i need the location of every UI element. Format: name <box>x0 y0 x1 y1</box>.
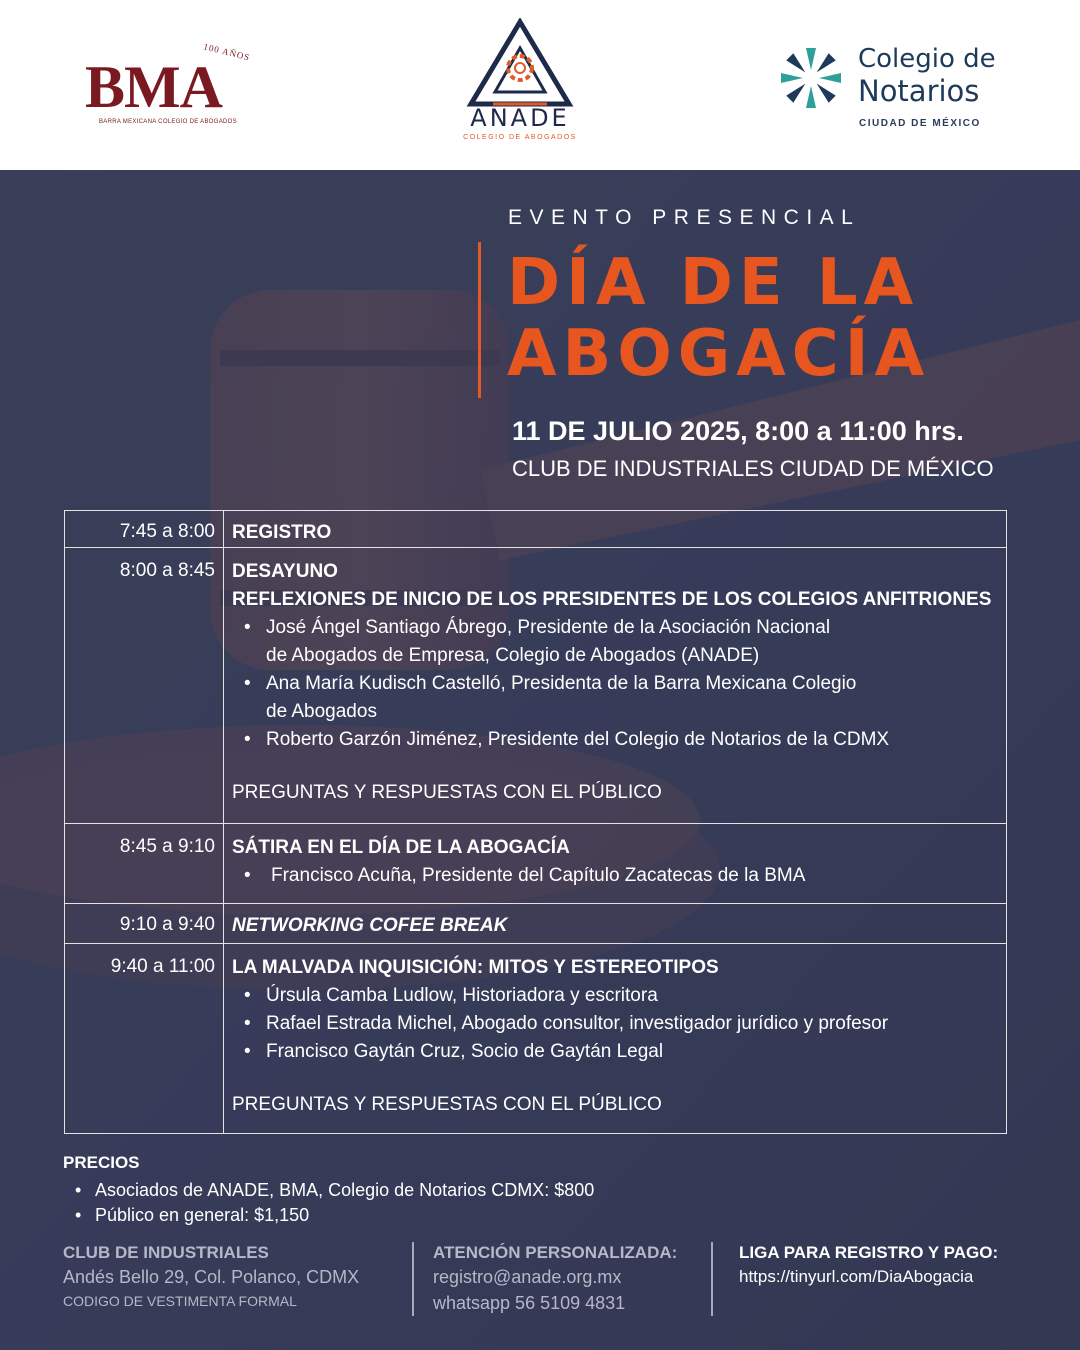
speaker-item <box>232 614 998 670</box>
dress-code: CODIGO DE VESTIMENTA FORMAL <box>63 1293 297 1309</box>
contact-whatsapp[interactable]: whatsapp 56 5109 4831 <box>433 1293 626 1313</box>
club-heading: CLUB DE INDUSTRIALES <box>63 1243 269 1262</box>
qa-note: PREGUNTAS Y RESPUESTAS CON EL PÚBLICO <box>232 782 662 803</box>
anade-triangle-icon <box>465 18 575 108</box>
speaker-item <box>232 862 998 890</box>
colegio-notarios-logo <box>775 42 1005 132</box>
bma-logo-mark: BMA <box>85 54 222 120</box>
contact-email[interactable]: registro@anade.org.mx <box>433 1267 622 1287</box>
agenda-subheading: REFLEXIONES DE INICIO DE LOS PRESIDENTES DE LOS COLEGIOS ANFITRIONES <box>232 589 992 610</box>
agenda-content <box>224 824 1007 904</box>
speaker-list <box>232 614 998 754</box>
agenda-content <box>224 944 1007 1134</box>
event-title-line1: DÍA DE LA <box>507 246 920 320</box>
speaker-item <box>232 1038 998 1066</box>
agenda-time: 8:00 a 8:45 <box>65 548 224 824</box>
speaker-item <box>232 670 998 726</box>
speaker-line: Francisco Gaytán Cruz, Socio de Gaytán Legal <box>266 1041 664 1062</box>
notarios-star-icon <box>775 42 847 114</box>
agenda-time: 7:45 a 8:00 <box>65 511 224 548</box>
notarios-logo-line1: Colegio de <box>858 44 996 74</box>
contact-info <box>433 1242 677 1316</box>
registration-link[interactable]: https://tinyurl.com/DiaAbogacia <box>739 1267 974 1286</box>
agenda-row <box>65 904 1007 944</box>
bma-logo <box>85 41 255 135</box>
speaker-line: Úrsula Camba Ludlow, Historiadora y escritora <box>266 985 658 1006</box>
agenda-heading: NETWORKING COFEE BREAK <box>232 915 508 936</box>
qa-note: PREGUNTAS Y RESPUESTAS CON EL PÚBLICO <box>232 1094 662 1115</box>
agenda-heading: SÁTIRA EN EL DÍA DE LA ABOGACÍA <box>232 837 570 858</box>
speaker-line: de Abogados <box>266 701 377 722</box>
agenda-table <box>64 510 1007 1134</box>
notarios-logo-line2: Notarios <box>858 74 980 108</box>
agenda-time: 9:10 a 9:40 <box>65 904 224 944</box>
club-info <box>63 1242 359 1312</box>
registration-heading: LIGA PARA REGISTRO Y PAGO: <box>739 1243 999 1262</box>
agenda-heading: LA MALVADA INQUISICIÓN: MITOS Y ESTEREOTIPOS <box>232 957 719 978</box>
bma-logo-anniversary: 100 AÑOS <box>202 41 252 63</box>
contact-heading: ATENCIÓN PERSONALIZADA: <box>433 1243 678 1262</box>
agenda-row <box>65 511 1007 548</box>
price-item: • Asociados de ANADE, BMA, Colegio de Notarios CDMX: $800 <box>63 1178 594 1203</box>
speaker-item <box>232 1010 998 1038</box>
agenda-row <box>65 944 1007 1134</box>
speaker-line: Roberto Garzón Jiménez, Presidente del Colegio de Notarios de la CDMX <box>266 729 890 750</box>
event-type-label: EVENTO PRESENCIAL <box>508 206 861 229</box>
agenda-content <box>224 511 1007 548</box>
speaker-line: Francisco Acuña, Presidente del Capítulo Zacatecas de la BMA <box>271 865 806 886</box>
speaker-line: de Abogados de Empresa, Colegio de Abogados (ANADE) <box>266 645 760 666</box>
title-accent-rule <box>478 242 481 398</box>
agenda-row <box>65 824 1007 904</box>
event-venue: CLUB DE INDUSTRIALES CIUDAD DE MÉXICO <box>512 456 994 481</box>
speaker-list <box>232 982 998 1066</box>
agenda-content <box>224 904 1007 944</box>
speaker-line: Ana María Kudisch Castelló, Presidenta de la Barra Mexicana Colegio <box>266 673 857 694</box>
prices-section <box>63 1152 594 1228</box>
bma-logo-subtitle: BARRA MEXICANA COLEGIO DE ABOGADOS <box>99 119 237 125</box>
registration-info <box>739 1242 998 1290</box>
event-title <box>507 248 930 390</box>
speaker-item <box>232 726 998 754</box>
footer-divider <box>412 1242 414 1316</box>
agenda-row <box>65 548 1007 824</box>
agenda-content <box>224 548 1007 824</box>
anade-logo-name: ANADE <box>470 104 570 132</box>
speaker-list <box>232 862 998 890</box>
agenda-heading: REGISTRO <box>232 522 332 543</box>
notarios-logo-line3: CIUDAD DE MÉXICO <box>859 118 981 129</box>
speaker-line: Rafael Estrada Michel, Abogado consultor, investigador jurídico y profesor <box>266 1013 889 1034</box>
event-date: 11 DE JULIO 2025, 8:00 a 11:00 hrs. <box>512 416 964 446</box>
footer-divider <box>711 1242 713 1316</box>
agenda-time: 8:45 a 9:10 <box>65 824 224 904</box>
anade-logo <box>450 18 590 148</box>
speaker-line: José Ángel Santiago Ábrego, Presidente de la Asociación Nacional <box>266 617 831 638</box>
speaker-item <box>232 982 998 1010</box>
price-item: • Público en general: $1,150 <box>63 1203 594 1228</box>
prices-heading: PRECIOS <box>63 1153 140 1172</box>
agenda-heading: DESAYUNO <box>232 561 338 582</box>
event-title-line2: ABOGACÍA <box>507 317 931 391</box>
price-list <box>63 1178 594 1228</box>
agenda-time: 9:40 a 11:00 <box>65 944 224 1134</box>
club-address: Andés Bello 29, Col. Polanco, CDMX <box>63 1267 360 1287</box>
anade-logo-subtitle: COLEGIO DE ABOGADOS <box>463 134 577 141</box>
logo-header <box>0 0 1080 170</box>
